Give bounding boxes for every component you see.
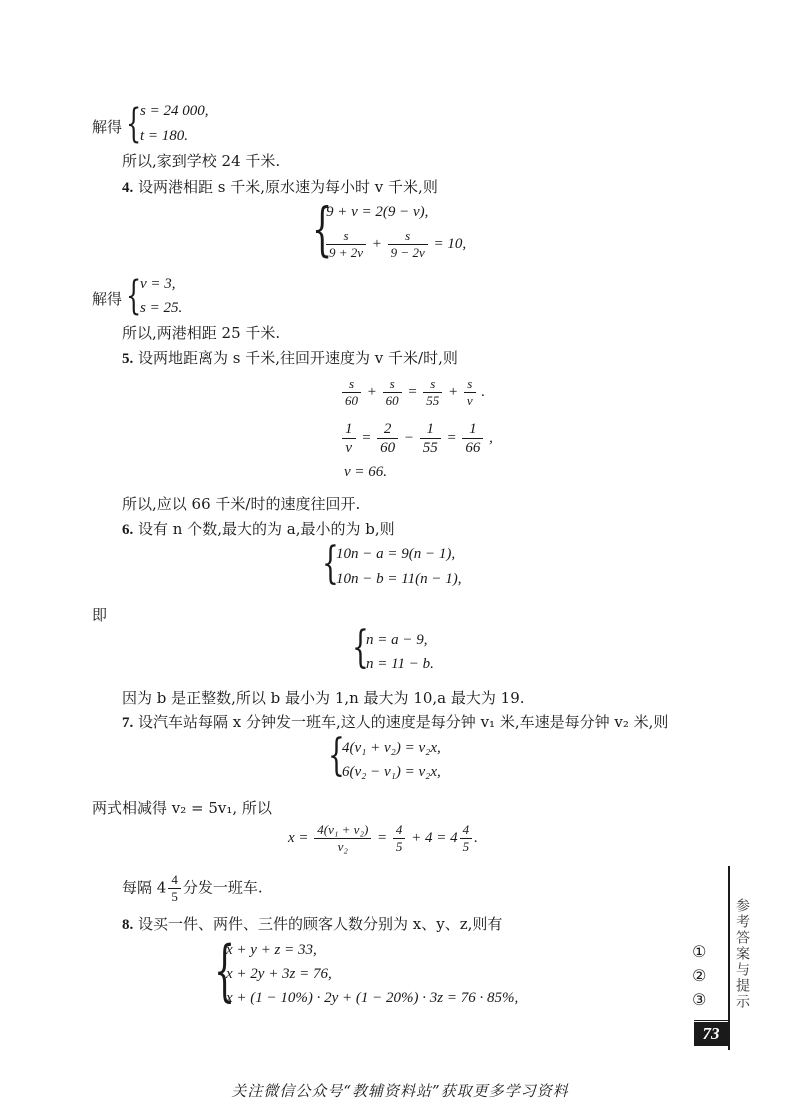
section-side-tab: 参考答案与提示 [734,898,750,1010]
question-8-stem [122,913,502,934]
equation: x + 2y + 3z = 76, [226,966,332,982]
page-number-rule [694,1020,730,1021]
equation: $\frac{s}{60}$ + $\frac{s}{60}$ = $\frac{s}{55}$ + $\frac{s}{v}$ . [340,376,485,409]
solve-label: 解得 [92,290,123,308]
equation: 6(v₂ − v₁) = v₂x, [342,764,441,780]
equation: v = 3, [140,276,176,292]
equation: n = 11 − b. [366,656,434,672]
question-5-stem [122,347,458,368]
equation: t = 180. [140,128,189,144]
ji-label: 即 [92,606,108,624]
equation: 10n − a = 9(n − 1), [336,546,456,562]
footer-watermark: 关注微信公众号“教辅资料站”获取更多学习资料 [231,1082,569,1100]
equation: 4(v₁ + v₂) = v₂x, [342,740,441,756]
equation: v = 66. [344,464,388,480]
conclusion: 因为 b 是正整数,所以 b 最小为 1,n 最大为 10,a 最大为 19. [122,689,525,707]
brace: { [352,622,369,673]
question-text: 设两地距离为 s 千米,往回开速度为 v 千米/时,则 [138,349,458,367]
question-number: 5. [122,351,134,367]
question-text: 设两港相距 s 千米,原水速为每小时 v 千米,则 [138,178,438,196]
page-number: 73 [694,1022,728,1046]
equation: x = $\frac{\text{4(v₁ + v₂)}}{\text{v₂}}$ = $\frac{4}{5}$ + 4 = 4 $\frac{4}{5}$ . [288,822,478,854]
question-number: 8. [122,917,134,933]
brace: { [126,101,142,147]
equation: s = 24 000, [140,103,209,119]
brace: { [328,730,345,781]
equation: x + (1 − 10%) · 2y + (1 − 20%) · 3z = 76 · 85%, [226,990,519,1006]
conclusion: 所以,应以 66 千米/时的速度往回开. [122,495,361,513]
equation-tag: ③ [692,990,707,1009]
equation: 10n − b = 11(n − 1), [336,571,462,587]
conclusion: 所以,两港相距 25 千米. [122,324,281,342]
equation: x + y + z = 33, [226,942,317,958]
conclusion: 所以,家到学校 24 千米. [122,152,281,170]
equation: 9 + v = 2(9 − v), [326,204,429,220]
brace: { [214,932,235,1009]
brace: { [322,538,339,589]
equation: n = a − 9, [366,632,428,648]
derivation-text: 两式相减得 v₂ = 5v₁, 所以 [92,799,272,817]
brace: { [312,195,333,263]
equation: $\frac{1}{v}$ = $\frac{2}{60}$ − $\frac{1}{55}$ = $\frac{1}{66}$ , [340,420,493,457]
question-7-stem [122,711,668,732]
equation-tag: ① [692,942,707,961]
equation: $\frac{s}{9 + 2v}$ + $\frac{s}{9 - 2v}$ = 10, [324,228,466,261]
equation: s = 25. [140,300,183,316]
conclusion: 每隔 4 $\frac{4}{5}$ 分发一班车. [122,872,263,904]
question-text: 设有 n 个数,最大的为 a,最小的为 b,则 [138,520,395,538]
question-number: 4. [122,180,134,196]
question-number: 7. [122,715,134,731]
brace: { [126,273,142,319]
question-number: 6. [122,522,134,538]
solve-label: 解得 [92,118,123,136]
question-text: 设汽车站每隔 x 分钟发一班车,这人的速度是每分钟 v₁ 米,车速是每分钟 v₂ 米,则 [138,713,669,731]
question-text: 设买一件、两件、三件的顾客人数分别为 x、y、z,则有 [138,915,503,933]
question-6-stem [122,518,395,539]
equation-tag: ② [692,966,707,985]
question-4-stem [122,176,438,197]
